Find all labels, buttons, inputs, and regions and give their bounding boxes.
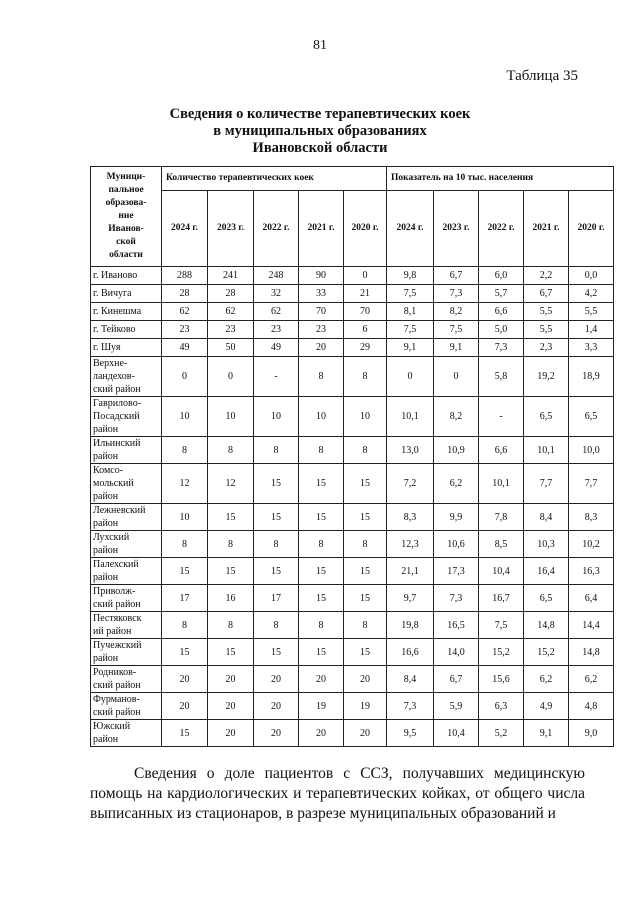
rate-value: 9,8: [387, 267, 434, 285]
municipality-name: [91, 558, 162, 585]
municipality-name: [91, 285, 162, 303]
municipality-name-line: ский район: [93, 680, 141, 691]
municipality-name-line: Родников-: [93, 667, 137, 678]
rate-value: 6,2: [434, 464, 479, 504]
table-row: [91, 464, 614, 504]
rate-value: 8,4: [524, 504, 569, 531]
beds-value: 15: [254, 504, 299, 531]
year-header: 2022 г.: [479, 190, 524, 266]
rate-value: 0: [387, 357, 434, 397]
table-title: [0, 106, 640, 157]
rate-per-10k-header: Показатель на 10 тыс. населения: [387, 167, 614, 191]
municipality-name: [91, 437, 162, 464]
beds-value: 20: [344, 720, 387, 747]
beds-value: 15: [344, 558, 387, 585]
year-header: 2024 г.: [162, 190, 208, 266]
beds-value: 19: [299, 693, 344, 720]
table-row: [91, 612, 614, 639]
beds-value: 49: [162, 339, 208, 357]
rate-value: 6,7: [434, 267, 479, 285]
table-row: [91, 531, 614, 558]
beds-value: 20: [299, 720, 344, 747]
beds-value: 8: [344, 437, 387, 464]
beds-value: 15: [208, 504, 254, 531]
header-line: образова-: [105, 198, 147, 208]
year-header: 2021 г.: [299, 190, 344, 266]
municipality-name: [91, 303, 162, 321]
municipality-name-line: г. Кинешма: [93, 306, 142, 317]
municipality-name-line: Верхне-: [93, 358, 128, 369]
municipality-name: [91, 397, 162, 437]
rate-value: 10,9: [434, 437, 479, 464]
municipality-header: [91, 167, 162, 267]
beds-value: 8: [162, 531, 208, 558]
rate-value: 7,8: [479, 504, 524, 531]
beds-value: 12: [162, 464, 208, 504]
beds-value: 15: [299, 464, 344, 504]
beds-value: 20: [299, 666, 344, 693]
rate-value: 2,2: [524, 267, 569, 285]
municipality-name-line: ландехов-: [93, 371, 135, 382]
beds-value: 8: [208, 612, 254, 639]
rate-value: 5,8: [479, 357, 524, 397]
municipality-name-line: Палехский: [93, 559, 139, 570]
header-line: пальное: [108, 185, 144, 195]
beds-value: 8: [208, 531, 254, 558]
municipality-name-line: г. Тейково: [93, 324, 136, 335]
municipality-name: [91, 504, 162, 531]
rate-value: 7,3: [387, 693, 434, 720]
rate-value: 7,2: [387, 464, 434, 504]
title-line: Сведения о количестве терапевтических коек: [169, 106, 471, 122]
rate-value: 6,4: [569, 585, 614, 612]
rate-value: 6,3: [479, 693, 524, 720]
beds-value: 20: [344, 666, 387, 693]
table-row: [91, 437, 614, 464]
municipality-name: [91, 267, 162, 285]
beds-value: 90: [299, 267, 344, 285]
municipality-name-line: ий район: [93, 626, 132, 637]
municipality-name-line: район: [93, 734, 119, 745]
title-line: в муниципальных образованиях: [213, 123, 427, 139]
header-line: ской: [116, 237, 136, 247]
beds-value: 28: [208, 285, 254, 303]
rate-value: 8,3: [569, 504, 614, 531]
rate-value: 5,5: [569, 303, 614, 321]
municipality-name-line: Ильинский: [93, 438, 141, 449]
rate-value: 7,7: [569, 464, 614, 504]
rate-value: 10,0: [569, 437, 614, 464]
rate-value: 5,5: [524, 321, 569, 339]
table-row: [91, 585, 614, 612]
beds-value: 70: [344, 303, 387, 321]
table-row: [91, 504, 614, 531]
beds-value: 0: [208, 357, 254, 397]
beds-value: 8: [344, 357, 387, 397]
beds-value: 20: [162, 666, 208, 693]
rate-value: 0: [434, 357, 479, 397]
municipality-name: [91, 639, 162, 666]
municipality-name-line: Пучежский: [93, 640, 142, 651]
beds-count-header: Количество терапевтических коек: [162, 167, 387, 191]
rate-value: 6,5: [524, 397, 569, 437]
header-line: области: [109, 250, 143, 260]
beds-value: 10: [344, 397, 387, 437]
beds-value: 15: [299, 504, 344, 531]
beds-value: 10: [162, 504, 208, 531]
beds-value: 15: [208, 639, 254, 666]
municipality-name-line: Комсо-: [93, 465, 124, 476]
beds-value: 15: [208, 558, 254, 585]
rate-value: 6,7: [524, 285, 569, 303]
municipality-name-line: г. Иваново: [93, 270, 138, 281]
beds-value: 32: [254, 285, 299, 303]
beds-value: 23: [162, 321, 208, 339]
municipality-name-line: ский район: [93, 384, 141, 395]
municipality-name: [91, 720, 162, 747]
rate-value: 9,1: [524, 720, 569, 747]
table-row: [91, 666, 614, 693]
beds-value: 20: [254, 666, 299, 693]
municipality-name: [91, 693, 162, 720]
rate-value: 14,8: [524, 612, 569, 639]
body-paragraph: [90, 764, 585, 824]
rate-value: 15,6: [479, 666, 524, 693]
rate-value: 5,9: [434, 693, 479, 720]
municipality-name: [91, 666, 162, 693]
rate-value: 9,7: [387, 585, 434, 612]
beds-value: 50: [208, 339, 254, 357]
rate-value: 7,5: [479, 612, 524, 639]
table-row: [91, 357, 614, 397]
beds-value: 10: [254, 397, 299, 437]
rate-value: 5,7: [479, 285, 524, 303]
beds-value: 20: [162, 693, 208, 720]
year-header: 2021 г.: [524, 190, 569, 266]
table-row: [91, 339, 614, 357]
beds-value: 8: [344, 612, 387, 639]
year-header: 2023 г.: [208, 190, 254, 266]
beds-value: 8: [254, 612, 299, 639]
table-row: [91, 303, 614, 321]
beds-value: 8: [299, 531, 344, 558]
year-header: 2020 г.: [569, 190, 614, 266]
municipality-name-line: район: [93, 424, 119, 435]
beds-value: 0: [344, 267, 387, 285]
municipality-name-line: район: [93, 518, 119, 529]
rate-value: 7,7: [524, 464, 569, 504]
beds-value: 17: [162, 585, 208, 612]
beds-value: 6: [344, 321, 387, 339]
rate-value: 9,5: [387, 720, 434, 747]
beds-value: 70: [299, 303, 344, 321]
beds-value: 15: [162, 720, 208, 747]
rate-value: 10,4: [479, 558, 524, 585]
rate-value: 6,5: [569, 397, 614, 437]
beds-value: 15: [299, 558, 344, 585]
beds-value: 16: [208, 585, 254, 612]
rate-value: 8,2: [434, 303, 479, 321]
beds-value: 15: [254, 558, 299, 585]
beds-value: 8: [344, 531, 387, 558]
beds-value: 15: [254, 464, 299, 504]
rate-value: 4,9: [524, 693, 569, 720]
rate-value: 9,0: [569, 720, 614, 747]
beds-value: 15: [162, 639, 208, 666]
rate-value: 16,7: [479, 585, 524, 612]
rate-value: 5,0: [479, 321, 524, 339]
rate-value: 7,5: [387, 285, 434, 303]
rate-value: 8,1: [387, 303, 434, 321]
beds-value: 8: [254, 437, 299, 464]
beds-value: 8: [254, 531, 299, 558]
table-row: [91, 285, 614, 303]
rate-value: 7,3: [434, 585, 479, 612]
beds-value: 288: [162, 267, 208, 285]
municipality-name: [91, 585, 162, 612]
rate-value: 14,4: [569, 612, 614, 639]
beds-value: 10: [208, 397, 254, 437]
rate-value: 9,1: [434, 339, 479, 357]
rate-value: 1,4: [569, 321, 614, 339]
table-row: [91, 558, 614, 585]
rate-value: 12,3: [387, 531, 434, 558]
rate-value: 10,2: [569, 531, 614, 558]
rate-value: 6,0: [479, 267, 524, 285]
rate-value: 10,1: [524, 437, 569, 464]
rate-value: 13,0: [387, 437, 434, 464]
municipality-name-line: Приволж-: [93, 586, 136, 597]
municipality-name-line: Фурманов-: [93, 694, 140, 705]
rate-value: 9,9: [434, 504, 479, 531]
municipality-name: [91, 357, 162, 397]
rate-value: 10,3: [524, 531, 569, 558]
page-number: 81: [313, 38, 327, 53]
table-row: [91, 321, 614, 339]
rate-value: 14,0: [434, 639, 479, 666]
table-row: [91, 639, 614, 666]
beds-value: 8: [299, 612, 344, 639]
municipality-name: [91, 339, 162, 357]
rate-value: 6,6: [479, 437, 524, 464]
beds-value: 62: [254, 303, 299, 321]
beds-value: 8: [162, 612, 208, 639]
rate-value: 6,2: [524, 666, 569, 693]
municipality-name-line: ский район: [93, 599, 141, 610]
year-header: 2022 г.: [254, 190, 299, 266]
beds-value: 23: [299, 321, 344, 339]
rate-value: 4,2: [569, 285, 614, 303]
beds-value: 23: [208, 321, 254, 339]
beds-value: 241: [208, 267, 254, 285]
paragraph-line: выписанных из стационаров, в разрезе муниципальных образований и: [90, 805, 556, 822]
beds-value: 15: [344, 504, 387, 531]
rate-value: 16,5: [434, 612, 479, 639]
paragraph-line: Сведения о доле пациентов с ССЗ, получавших медицинскую: [134, 765, 585, 782]
beds-value: 62: [208, 303, 254, 321]
rate-value: 16,6: [387, 639, 434, 666]
beds-value: 20: [208, 666, 254, 693]
rate-value: 10,4: [434, 720, 479, 747]
municipality-name-line: ский район: [93, 707, 141, 718]
municipality-name-line: район: [93, 451, 119, 462]
rate-value: 7,3: [434, 285, 479, 303]
beds-value: 49: [254, 339, 299, 357]
beds-value: 20: [299, 339, 344, 357]
rate-value: 15,2: [479, 639, 524, 666]
rate-value: 21,1: [387, 558, 434, 585]
year-header: 2024 г.: [387, 190, 434, 266]
beds-value: -: [254, 357, 299, 397]
municipality-name-line: Лухский: [93, 532, 130, 543]
municipality-name: [91, 464, 162, 504]
beds-value: 15: [299, 639, 344, 666]
rate-value: 7,3: [479, 339, 524, 357]
beds-value: 15: [344, 585, 387, 612]
beds-value: 15: [344, 464, 387, 504]
beds-value: 10: [162, 397, 208, 437]
municipality-name-line: мольский: [93, 478, 134, 489]
table-row: [91, 720, 614, 747]
rate-value: 16,3: [569, 558, 614, 585]
beds-value: 15: [299, 585, 344, 612]
year-header: 2023 г.: [434, 190, 479, 266]
municipality-name-line: Посадский: [93, 411, 140, 422]
beds-value: 8: [208, 437, 254, 464]
rate-value: -: [479, 397, 524, 437]
beds-value: 23: [254, 321, 299, 339]
rate-value: 17,3: [434, 558, 479, 585]
beds-value: 8: [299, 437, 344, 464]
beds-value: 28: [162, 285, 208, 303]
table-row: [91, 267, 614, 285]
rate-value: 0,0: [569, 267, 614, 285]
municipality-name-line: г. Вичуга: [93, 288, 132, 299]
rate-value: 16,4: [524, 558, 569, 585]
municipality-name: [91, 321, 162, 339]
paragraph-text: [90, 764, 585, 824]
beds-value: 10: [299, 397, 344, 437]
beds-table: [90, 166, 614, 747]
rate-value: 2,3: [524, 339, 569, 357]
municipality-name-line: Южский: [93, 721, 131, 732]
beds-value: 21: [344, 285, 387, 303]
rate-value: 5,2: [479, 720, 524, 747]
rate-value: 18,9: [569, 357, 614, 397]
table-row: [91, 397, 614, 437]
year-header: 2020 г.: [344, 190, 387, 266]
beds-value: 17: [254, 585, 299, 612]
beds-value: 8: [299, 357, 344, 397]
beds-value: 8: [162, 437, 208, 464]
municipality-name: [91, 612, 162, 639]
beds-value: 12: [208, 464, 254, 504]
rate-value: 6,5: [524, 585, 569, 612]
beds-value: 15: [254, 639, 299, 666]
rate-value: 8,2: [434, 397, 479, 437]
beds-value: 15: [162, 558, 208, 585]
rate-value: 8,3: [387, 504, 434, 531]
beds-value: 62: [162, 303, 208, 321]
rate-value: 6,2: [569, 666, 614, 693]
title-line: Ивановской области: [252, 140, 388, 156]
beds-value: 20: [254, 693, 299, 720]
rate-value: 8,5: [479, 531, 524, 558]
rate-value: 4,8: [569, 693, 614, 720]
header-line: ние: [118, 211, 134, 221]
municipality-name-line: район: [93, 491, 119, 502]
rate-value: 7,5: [387, 321, 434, 339]
beds-value: 15: [344, 639, 387, 666]
rate-value: 10,1: [387, 397, 434, 437]
rate-value: 14,8: [569, 639, 614, 666]
beds-value: 20: [254, 720, 299, 747]
rate-value: 8,4: [387, 666, 434, 693]
beds-value: 0: [162, 357, 208, 397]
rate-value: 7,5: [434, 321, 479, 339]
municipality-name: [91, 531, 162, 558]
municipality-name-line: район: [93, 545, 119, 556]
municipality-name-line: г. Шуя: [93, 342, 121, 353]
table-row: [91, 693, 614, 720]
rate-value: 10,1: [479, 464, 524, 504]
beds-value: 29: [344, 339, 387, 357]
beds-value: 248: [254, 267, 299, 285]
rate-value: 10,6: [434, 531, 479, 558]
rate-value: 3,3: [569, 339, 614, 357]
beds-value: 20: [208, 693, 254, 720]
municipality-name-line: Гаврилово-: [93, 398, 142, 409]
header-line: Иванов-: [108, 224, 144, 234]
table-label: Таблица 35: [506, 68, 578, 84]
beds-value: 19: [344, 693, 387, 720]
rate-value: 5,5: [524, 303, 569, 321]
header-line: Муници-: [106, 172, 146, 182]
municipality-name-line: Пестяковск: [93, 613, 142, 624]
municipality-name-line: Лежневский: [93, 505, 146, 516]
municipality-name-line: район: [93, 653, 119, 664]
paragraph-line: помощь на кардиологических и терапевтических койках, от общего числа: [90, 785, 585, 802]
rate-value: 6,7: [434, 666, 479, 693]
rate-value: 19,2: [524, 357, 569, 397]
rate-value: 6,6: [479, 303, 524, 321]
rate-value: 15,2: [524, 639, 569, 666]
beds-value: 20: [208, 720, 254, 747]
beds-value: 33: [299, 285, 344, 303]
rate-value: 19,8: [387, 612, 434, 639]
municipality-name-line: район: [93, 572, 119, 583]
rate-value: 9,1: [387, 339, 434, 357]
